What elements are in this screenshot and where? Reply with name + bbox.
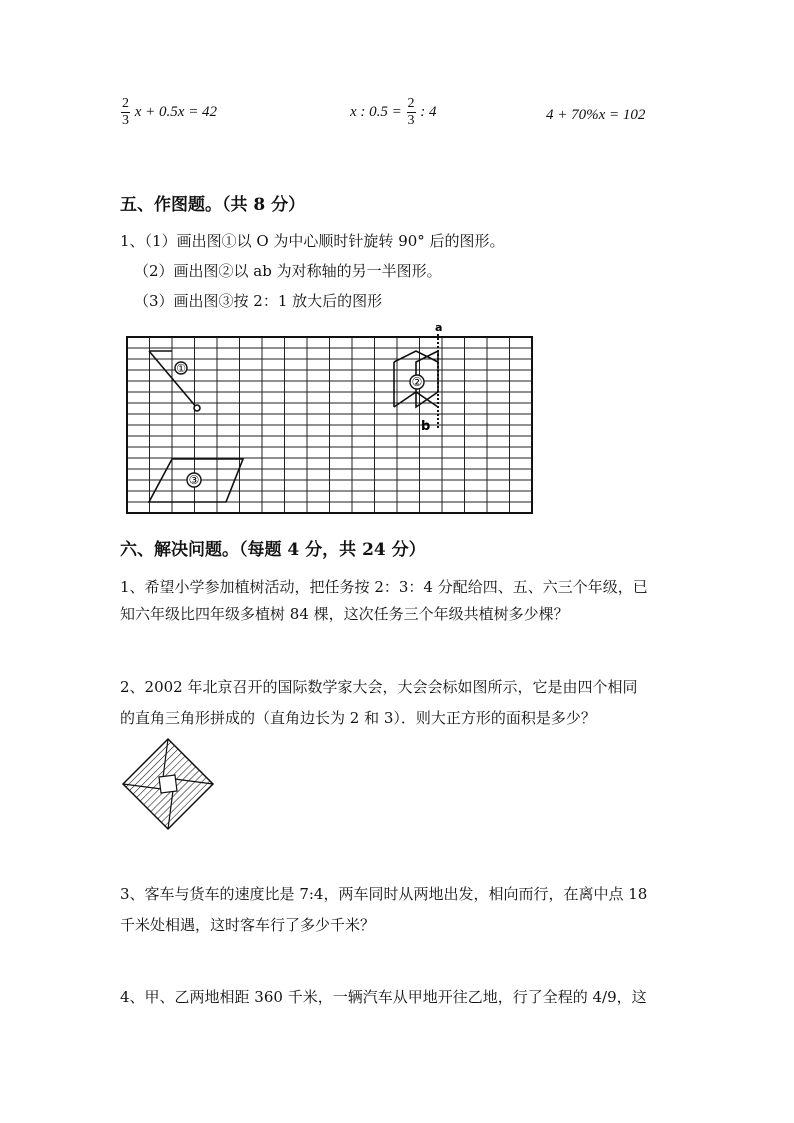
drawing-grid-figure — [122, 320, 542, 516]
section-6-q1-line2: 知六年级比四年级多植树 84 棵，这次任务三个年级共植树多少棵？ — [120, 605, 569, 623]
equation-2-tail: : 4 — [420, 103, 437, 120]
section-6-q2-line1: 2、2002 年北京召开的国际数学家大会，大会会标如图所示，它是由四个相同 — [120, 678, 638, 696]
section-6-q3-line1: 3、客车与货车的速度比是 7:4，两车同时从两地出发，相向而行，在离中点 18 — [120, 885, 648, 903]
section-6-q1-line1: 1、希望小学参加植树活动，把任务按 2：3：4 分配给四、五、六三个年级，已 — [120, 578, 648, 596]
section-5-q1-line2: （2）画出图②以 ab 为对称轴的另一半图形。 — [134, 262, 442, 280]
equation-3 — [546, 107, 645, 124]
axis-label-b: b — [421, 419, 431, 434]
fraction — [407, 97, 416, 128]
fraction-denominator: 3 — [122, 113, 129, 128]
fraction-numerator: 2 — [407, 96, 415, 111]
equation-3-text: 4 + 70%x = 102 — [546, 107, 646, 123]
point-o-marker — [194, 405, 200, 411]
figure-1-label: ① — [176, 362, 186, 375]
equation-2-lead: x : 0.5 = — [350, 103, 402, 120]
equation-1 — [120, 97, 217, 128]
pinwheel-square-figure — [120, 736, 216, 832]
equation-1-rest: x + 0.5x = 42 — [134, 103, 218, 120]
section-5-q1-line3: （3）画出图③按 2：1 放大后的图形 — [134, 292, 383, 310]
fraction-denominator: 3 — [407, 113, 415, 128]
fraction-numerator: 2 — [122, 96, 129, 111]
section-6-q2-line2: 的直角三角形拼成的（直角边长为 2 和 3）．则大正方形的面积是多少？ — [120, 709, 596, 727]
figure-1-shape — [149, 351, 197, 408]
inner-square — [159, 775, 177, 793]
section-6-q4-line1: 4、甲、乙两地相距 360 千米，一辆汽车从甲地开往乙地，行了全程的 4/9，这 — [120, 988, 647, 1006]
equation-2 — [350, 97, 437, 128]
section-6-q3-line2: 千米处相遇，这时客车行了多少千米？ — [120, 916, 376, 934]
section-5-title: 五、作图题。（共 8 分） — [120, 195, 306, 215]
axis-label-a: a — [435, 321, 443, 334]
figure-3-label: ③ — [188, 473, 200, 487]
section-5-q1-line1: 1、（1）画出图①以 O 为中心顺时针旋转 90° 后的图形。 — [120, 232, 505, 250]
section-6-title: 六、解决问题。（每题 4 分，共 24 分） — [120, 540, 426, 560]
figure-2-top — [394, 351, 438, 362]
figure-2-label: ② — [411, 375, 423, 389]
fraction — [121, 97, 130, 128]
